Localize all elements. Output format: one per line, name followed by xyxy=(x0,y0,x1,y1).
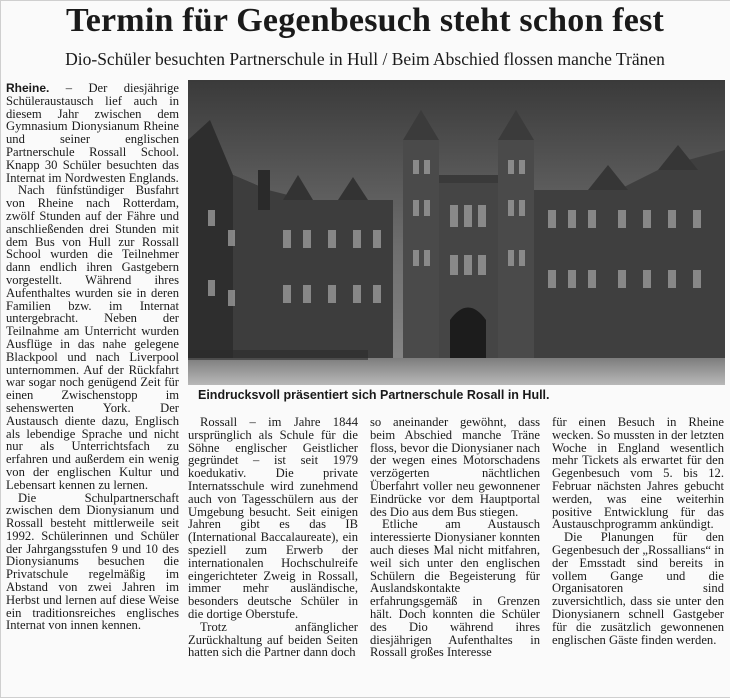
article-column-2 xyxy=(188,416,358,694)
article-column-3 xyxy=(370,416,540,694)
paragraph-6: so aneinander gewöhnt, dass beim Abschied manche Träne floss, bevor die Dionysianer nach der wegen eines Motorschadens verzögerten nächtlichen Überfahrt voller neu gewonnener Eindrücke vor dem Hauptportal des Dio aus dem Bus stiegen. xyxy=(370,416,540,519)
article-column-4 xyxy=(552,416,724,694)
paragraph-7: Etliche am Austausch interessierte Dionysianer konnten auch dieses Mal nicht mitfahren, weil sich unter den englischen Schülern die Begeisterung für Auslandskontakte erfahrungsgemäß in Grenzen hält. Doch konnten die Schüler des Dio während ihres diesjährigen Aufenthaltes in Rossall großes Interesse xyxy=(370,517,540,660)
paragraph-9: Die Planungen für den Gegenbesuch der „Rossallians“ in der Emsstadt sind bereits in vollem Gange und die Organisatoren sind zuversichtlich, dass sie unter den Dionysianern schnell Gastgeber für die zusätzlich gewonnenen englischen Gäste finden werden. xyxy=(552,530,724,647)
photo-caption: Eindrucksvoll präsentiert sich Partnerschule Rosall in Hull. xyxy=(198,388,550,402)
paragraph-3: Die Schulpartnerschaft zwischen dem Dionysianum und Rossall besteht mittlerweile seit 1992. Schülerinnen und Schüler der Jahrgangsstufen 9 und 10 des Dionysianums besuchen die Privatschule regelmäßig im Abstand von zwei Jahren im Herbst und lernen auf diese Weise ein traditionsreiches englisches Internat von innen kennen. xyxy=(6,490,179,633)
paragraph-1-text: – Der diesjährige Schüleraustausch lief auch in diesem Jahr zwischen dem Gymnasium Dionysianum Rheine und seiner englischen Partnerschule Rossall School. Knapp 30 Schüler besuchten das Internat im Nordwesten Englands. xyxy=(6,82,179,185)
article-column-1 xyxy=(6,82,179,694)
paragraph-2: Nach fünfstündiger Busfahrt von Rheine nach Rotterdam, zwölf Stunden auf der Fähre und anschließenden drei Stunden mit dem Bus von Hull zur Rossall School wurden die Teilnehmer dann endlich ihren Gastgebern vorgestellt. Während ihres Aufenthaltes wurden sie in deren Familien bzw. im Internat untergebracht. Neben der Teilnahme am Unterricht wurden Ausflüge in das nahe gelegene Blackpool und nach Liverpool unternommen. Auf der Rückfahrt war sogar noch genügend Zeit für einen Zwischenstopp im sehenswerten York. Der Austausch diente dazu, Englisch als lebendige Sprache und nicht nur als Unterrichtsfach zu erfahren und außerdem ein wenig von der englischen Kultur und Lebensart kennen zu lernen. xyxy=(6,183,179,492)
headline: Termin für Gegenbesuch steht schon fest xyxy=(65,2,665,39)
paragraph-8: für einen Besuch in Rheine wecken. So mussten in der letzten Woche in England wesentlich mehr Tickets als erwartet für den Gegenbesuch vom 5. bis 12. Februar nächsten Jahres gebucht werden, was eine weiterhin positive Entwicklung für das Austauschprogramm ankündigt. xyxy=(552,416,724,532)
paragraph-1 xyxy=(6,82,179,184)
dateline: Rheine. xyxy=(6,82,50,95)
school-building-photo xyxy=(188,80,725,385)
paragraph-5: Trotz anfänglicher Zurückhaltung auf beiden Seiten hatten sich die Partner dann doch xyxy=(188,619,358,660)
subheadline: Dio-Schüler besuchten Partnerschule in Hull / Beim Abschied flossen manche Tränen xyxy=(65,49,665,69)
paragraph-4: Rossall – im Jahre 1844 ursprünglich als Schule für die Söhne englischer Geistlicher gegründet – ist seit 1979 koedukativ. Die private Internatsschule wird zunehmend auch von Tagesschülern aus der Umgebung besucht. Seit einigen Jahren gibt es das IB (International Baccalaureate), ein speziell zum Erwerb der internationalen Hochschulreife eingerichteter Zweig in Rossall, immer mehr ausländische, besonders deutsche Schüler in die dortige Oberstufe. xyxy=(188,416,358,621)
